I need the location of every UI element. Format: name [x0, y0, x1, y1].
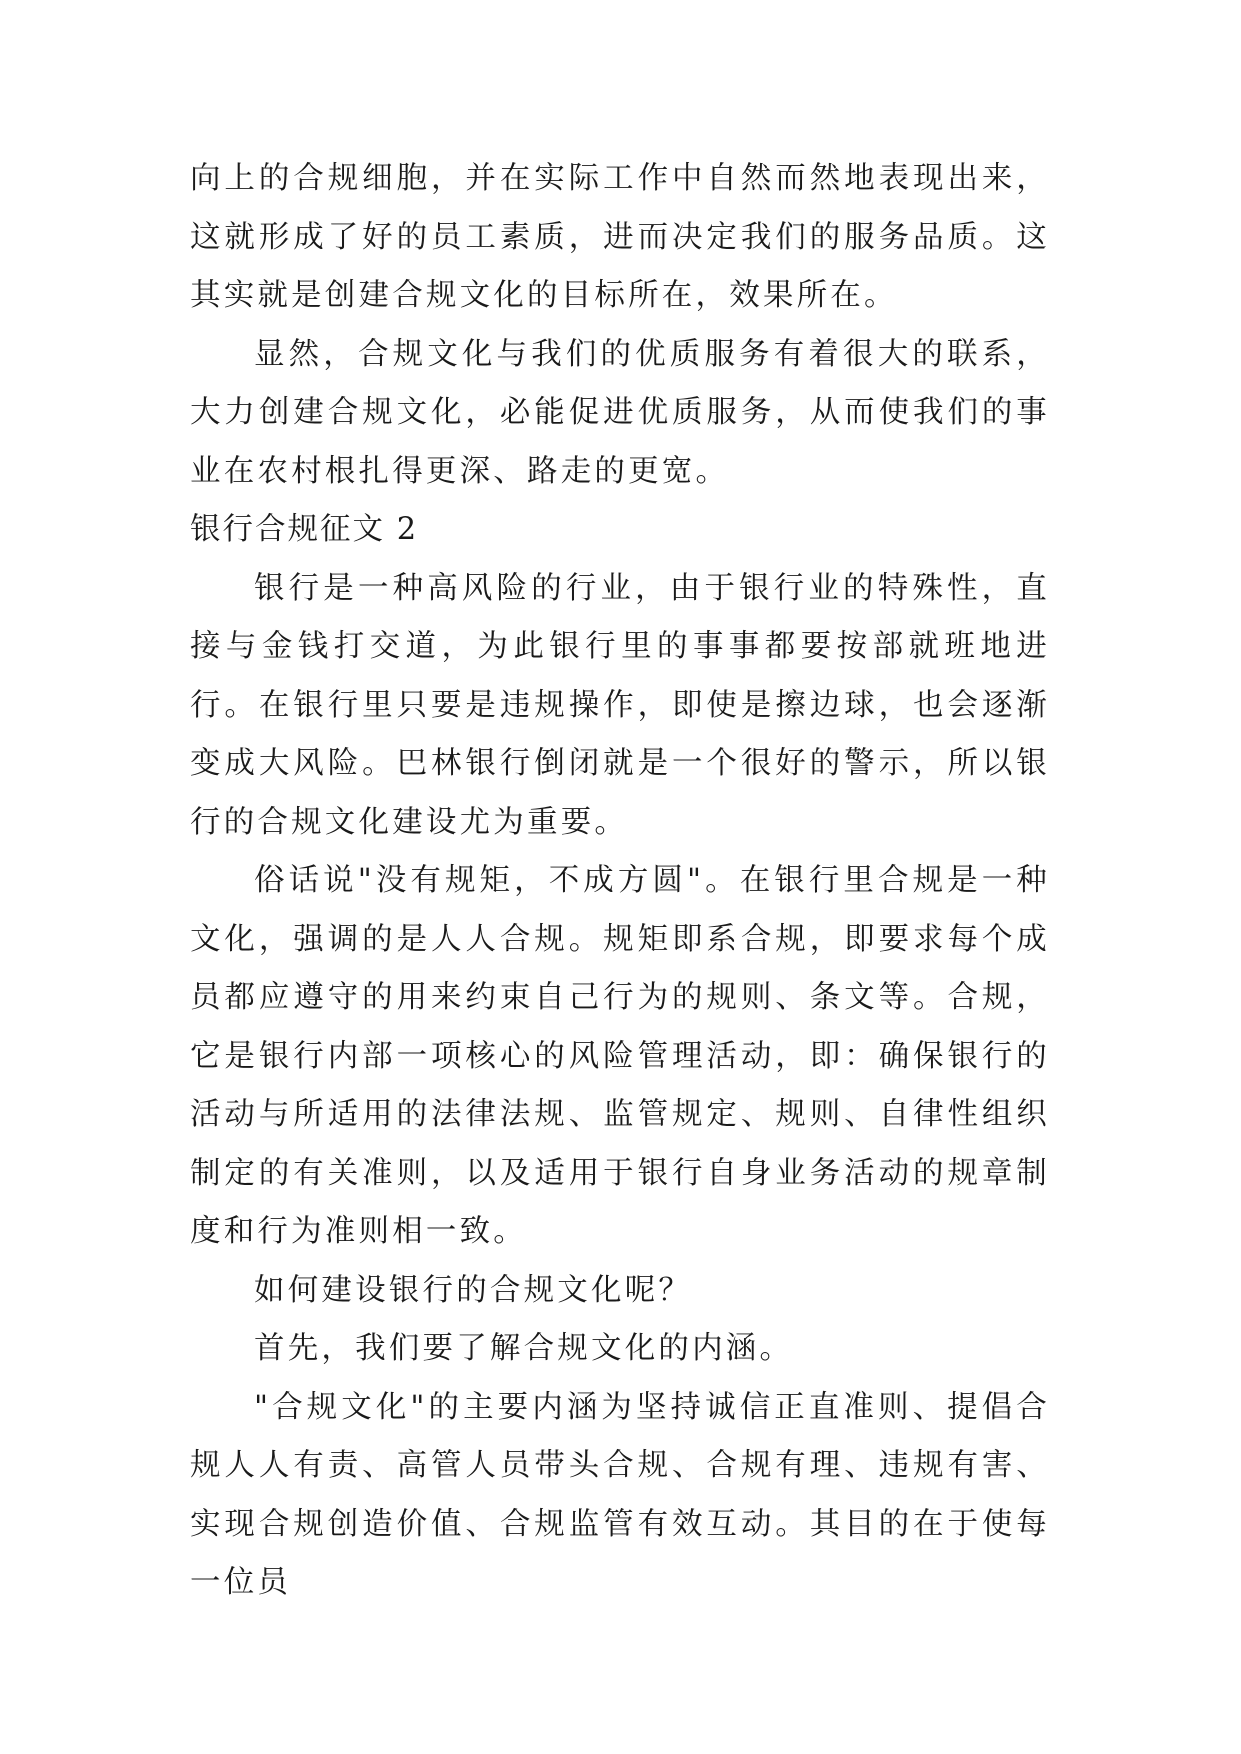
paragraph: 银行是一种高风险的行业，由于银行业的特殊性，直接与金钱打交道，为此银行里的事事都要按部就班地进行。在银行里只要是违规操作，即使是擦边球，也会逐渐变成大风险。巴林银行倒闭就是一个很好的警示，所以银行的合规文化建设尤为重要。 — [190, 570, 1050, 840]
paragraph: 如何建设银行的合规文化呢？ — [254, 1272, 693, 1308]
paragraph: "合规文化"的主要内涵为坚持诚信正直准则、提倡合规人人有责、高管人员带头合规、合规有理、违规有害、实现合规创造价值、合规监管有效互动。其目的在于使每一位员 — [190, 1389, 1050, 1600]
paragraph: 俗话说"没有规矩，不成方圆"。在银行里合规是一种文化，强调的是人人合规。规矩即系合规，即要求每个成员都应遵守的用来约束自己行为的规则、条文等。合规，它是银行内部一项核心的风险管理活动，即：确保银行的活动与所适用的法律法规、监管规定、规则、自律性组织制定的有关准则，以及适用于银行自身业务活动的规章制度和行为准则相一致。 — [190, 863, 1050, 1249]
paragraph: 显然，合规文化与我们的优质服务有着很大的联系，大力创建合规文化，必能促进优质服务，从而使我们的事业在农村根扎得更深、路走的更宽。 — [190, 336, 1050, 489]
section-heading: 银行合规征文 2 — [190, 512, 419, 547]
document-page — [190, 150, 1050, 1613]
paragraph: 首先，我们要了解合规文化的内涵。 — [254, 1331, 794, 1366]
paragraph-continuation: 向上的合规细胞，并在实际工作中自然而然地表现出来，这就形成了好的员工素质，进而决定我们的服务品质。这其实就是创建合规文化的目标所在，效果所在。 — [190, 161, 1050, 313]
